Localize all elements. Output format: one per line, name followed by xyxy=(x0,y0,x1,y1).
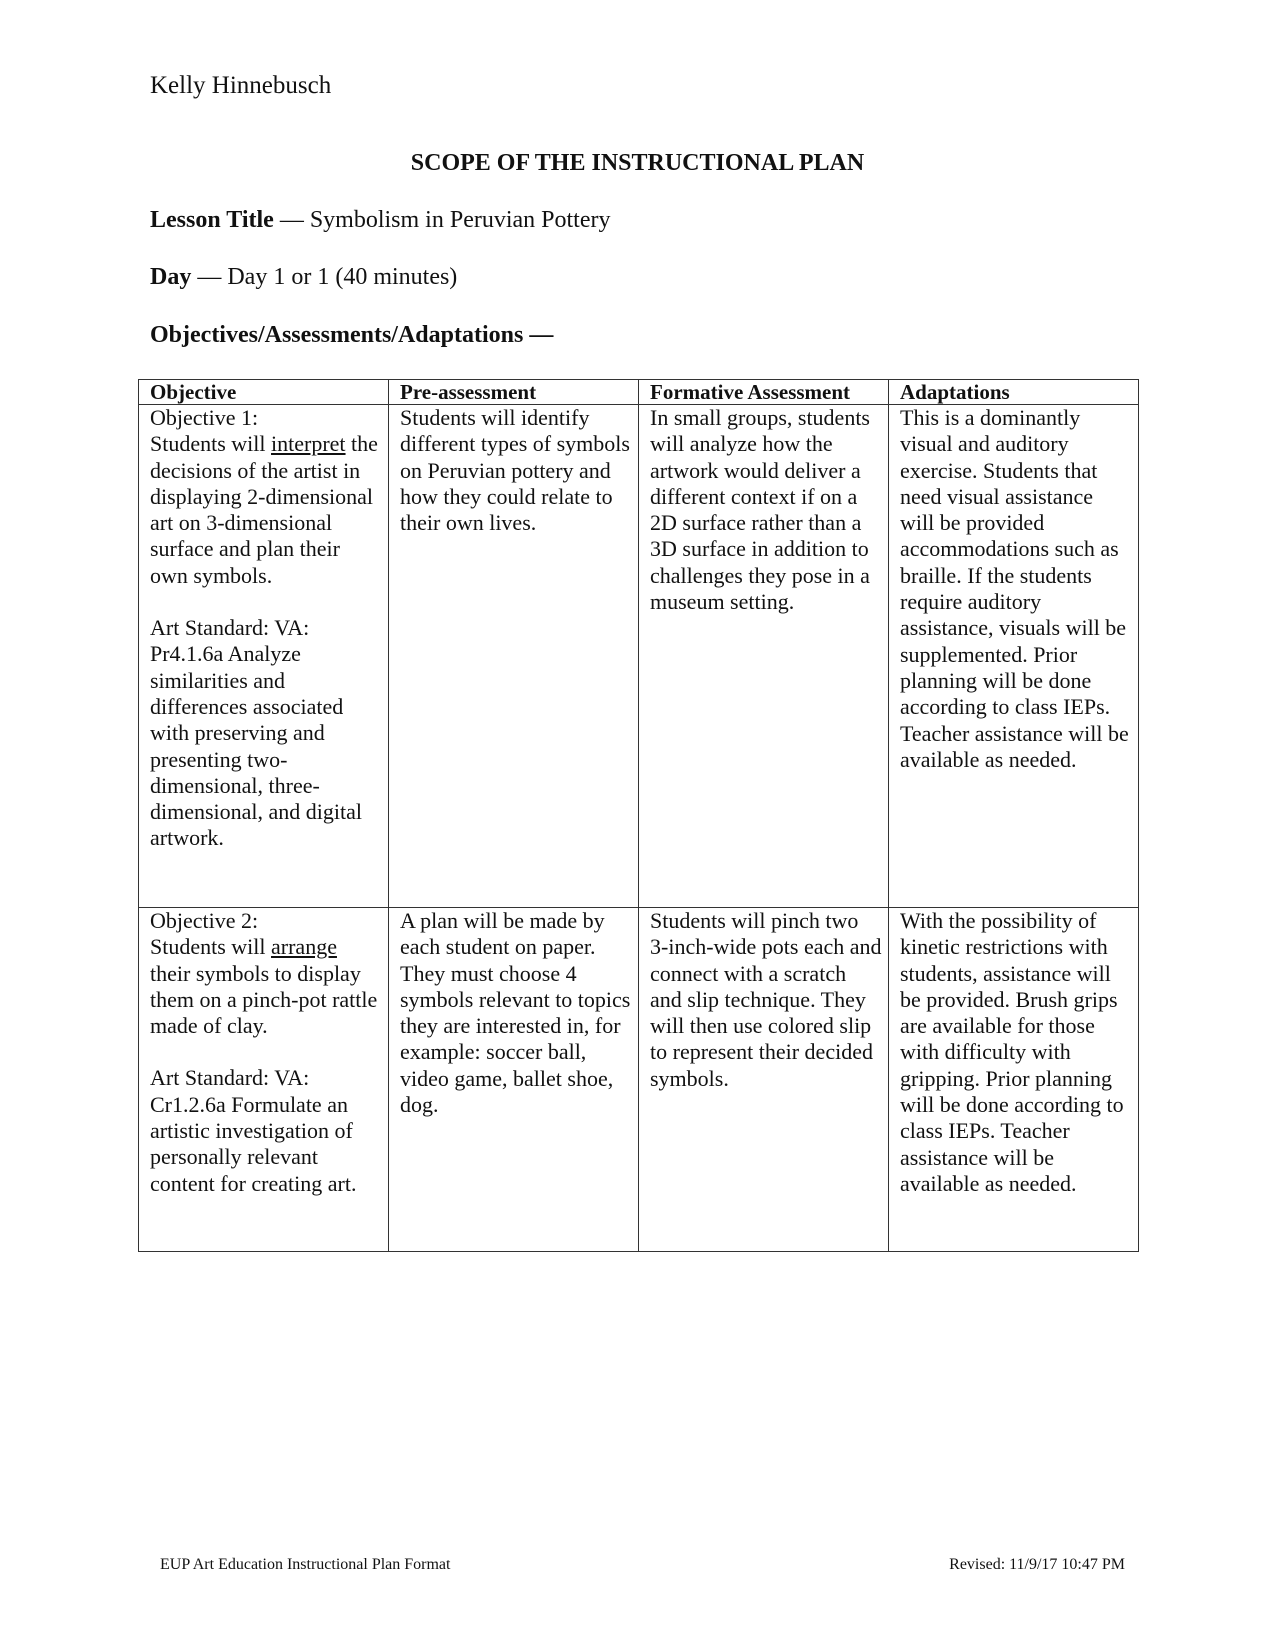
day-label: Day xyxy=(150,264,192,290)
objectives-heading: Objectives/Assessments/Adaptations — xyxy=(150,322,554,348)
pre-assessment-cell: A plan will be made by each student on paper. They must choose 4 symbols relevant to topics they are interested in, for example: soccer ball, video game, ballet shoe, dog. xyxy=(389,908,639,1252)
day-line xyxy=(150,264,457,291)
pre-assessment-cell: Students will identify different types of symbols on Peruvian pottery and how they could relate to their own lives. xyxy=(389,405,639,908)
footer-revised-date: Revised: 11/9/17 10:47 PM xyxy=(949,1556,1125,1573)
day-value: Day 1 or 1 (40 minutes) xyxy=(227,264,458,290)
lesson-title-separator: — xyxy=(273,207,310,233)
formative-assessment-cell: In small groups, students will analyze how the artwork would deliver a different context if on a 2D surface rather than a 3D surface in addition to challenges they pose in a museum setting. xyxy=(639,405,889,908)
table-header-row xyxy=(139,380,1139,405)
objective-title: Objective 2: xyxy=(150,908,259,933)
day-separator: — xyxy=(191,264,228,290)
table-row xyxy=(139,405,1139,908)
objective-verb: interpret xyxy=(271,431,346,457)
objective-text: Students will arrange their symbols to display them on a pinch-pot rattle made of clay. xyxy=(150,934,378,1039)
header-formative-assessment: Formative Assessment xyxy=(639,380,889,405)
document-title: SCOPE OF THE INSTRUCTIONAL PLAN xyxy=(410,150,865,176)
header-objective: Objective xyxy=(139,380,389,405)
instructional-plan-table xyxy=(138,379,1139,1252)
header-pre-assessment: Pre-assessment xyxy=(389,380,639,405)
art-standard: Art Standard: VA: Cr1.2.6a Formulate an artistic investigation of personally relevant content for creating art. xyxy=(150,1065,357,1196)
objective-cell xyxy=(139,405,389,908)
objective-text: Students will interpret the decisions of the artist in displaying 2-dimensional art on 3-dimensional surface and plan their own symbols. xyxy=(150,431,378,588)
author-name: Kelly Hinnebusch xyxy=(150,72,332,99)
lesson-title-value: Symbolism in Peruvian Pottery xyxy=(309,207,611,233)
adaptations-cell: With the possibility of kinetic restrictions with students, assistance will be provided. Brush grips are available for those with difficulty with gripping. Prior planning will be done according to class IEPs. Teacher assistance will be available as needed. xyxy=(889,908,1139,1252)
table-row xyxy=(139,908,1139,1252)
footer-format-label: EUP Art Education Instructional Plan Format xyxy=(160,1556,451,1573)
header-adaptations: Adaptations xyxy=(889,380,1139,405)
adaptations-cell: This is a dominantly visual and auditory exercise. Students that need visual assistance will be provided accommodations such as braille. If the students require auditory assistance, visuals will be supplemented. Prior planning will be done according to class IEPs. Teacher assistance will be available as needed. xyxy=(889,405,1139,908)
lesson-title-label: Lesson Title xyxy=(150,207,274,233)
art-standard: Art Standard: VA: Pr4.1.6a Analyze similarities and differences associated with preserving and presenting two-dimensional, three-dimensional, and digital artwork. xyxy=(150,615,363,851)
formative-assessment-cell: Students will pinch two 3-inch-wide pots each and connect with a scratch and slip technique. They will then use colored slip to represent their decided symbols. xyxy=(639,908,889,1252)
objective-title: Objective 1: xyxy=(150,405,259,430)
objective-cell xyxy=(139,908,389,1252)
lesson-title-line xyxy=(150,207,610,234)
objective-verb: arrange xyxy=(271,934,337,960)
